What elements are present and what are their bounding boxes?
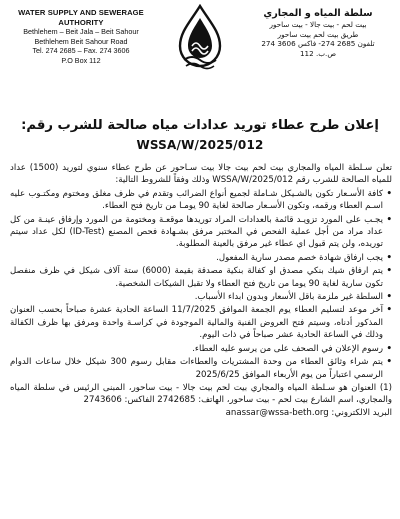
org-phone-ar: تلفون 2685 274- فاكس 3606 274 [261,39,375,49]
letterhead-arabic [244,8,392,58]
tender-reference: WSSA/W/2025/012 [136,138,264,152]
email-address: anassar@wssa-beth.org [225,407,329,418]
letterhead-english [6,8,156,66]
tender-body [10,162,392,419]
condition-item: • كافة الأسـعار تكون بالشـيكل شـاملة لجميع أنواع الضرائب وتقدم في ظرف مغلق ومختوم ومكتـوب عليه اسـم العطاء ورقمه، وتكون الأسـعار صالحة لغاية 90 يومـا من تاريخ فتح العطاء. [10,188,392,213]
org-cities-en: Bethlehem – Beit Jala – Beit Sahour [23,27,139,37]
contact-section [10,382,392,419]
condition-item: • يتم شراء وثائق العطاء من وحدة المشتريات والعطاءات مقابل رسوم 300 شيكل خلال ساعات الدوام الرسمي اعتباراً من يوم الأربعاء الموافق 2025/6/25 [10,356,392,381]
intro-paragraph: تعلن سـلطة المياه والمجاري بيت لحم بيت جالا بيت سـاحور عن طرح عطاء سنوي لتوريد (1500) عداد للمياه الصالحة للشرب رقم WSSA/W/2025/012 وذلك وفقاً للشروط التالية: [10,163,392,186]
condition-item: • رسوم الإعلان في الصحف على من يرسو عليه العطاء. [10,343,392,355]
authority-logo-icon [170,4,230,70]
org-name-en: WATER SUPPLY AND SEWERAGE AUTHORITY [18,8,144,27]
condition-item: • يتم ارفاق شيك بنكي مصدق او كفالة بنكية مصدقة بقيمة (6000) ستة آلاف شيكل في ظرف منفصل تكون سارية لغاية 90 يوما من تاريخ فتح العطاء ولا تقبل الشيكات الشخصية. [10,265,392,290]
condition-item: • السلطة غير ملزمة باقل الأسعار وبدون ابداء الأسباب. [10,291,392,303]
letterhead [0,0,400,92]
org-cities-ar: بيت لحم - بيت جالا - بيت ساحور [269,20,367,29]
email-label: البريد الالكتروني: [331,407,392,418]
email-line [10,407,392,419]
org-pobox-ar: ص.ب. 112 [299,48,337,58]
org-road-en: Bethlehem Beit Sahour Road [34,36,128,46]
condition-item: • يجب ارفاق شهادة خصم مصدر سارية المفعول. [10,252,392,264]
condition-item: • يجـب على المورد تزويـد قائمة بالعدادات المراد توريدها موقعـة ومختومة من المورد وإرفاق عينـة من كل عداد مراد من أجل عملية الفحص في المختبر مرفق بشـهادة فحص المصنع (ID-Test) لكل عداد سيتم توريده، ولن يتم قبول اي عطاء غير مرفق بالعينة المطلوبة. [10,214,392,251]
tender-title: إعلان طرح عطاء توريد عدادات مياه صالحة للشرب رقم: [21,118,379,133]
org-name-ar: سلطة المياه و المجاري [263,8,373,19]
address-line: (1) العنوان هو سـلطة المياه والمجاري بيت لحم بيت جالا - بيت ساحور، المبنى الرئيس في سلطة المياه والمجاري، اسم الشارع بيت لحم - بيت ساحور، الهاتف: 2742685 الفاكس: 2743606 [10,382,392,406]
org-road-ar: طريق بيت لحم بيت ساحور [277,29,359,39]
condition-item: • آخر موعد لتسليم العطاء يوم الجمعة الموافق 11/7/2025 الساعة الحادية عشرة صباحاً بحسب العنوان المذكور أدناه، وسيتم فتح العروض الفنية والمالية الموجودة في كراسـة واحدة ومرفق بها ظرف الكفالة وذلك في الساعة الحادية عشر صباحاً في ذات اليوم. [10,304,392,341]
org-phone-en: Tel. 274 2685 – Fax. 274 3606 [32,46,130,56]
org-pobox-en: P.O Box 112 [61,55,101,65]
